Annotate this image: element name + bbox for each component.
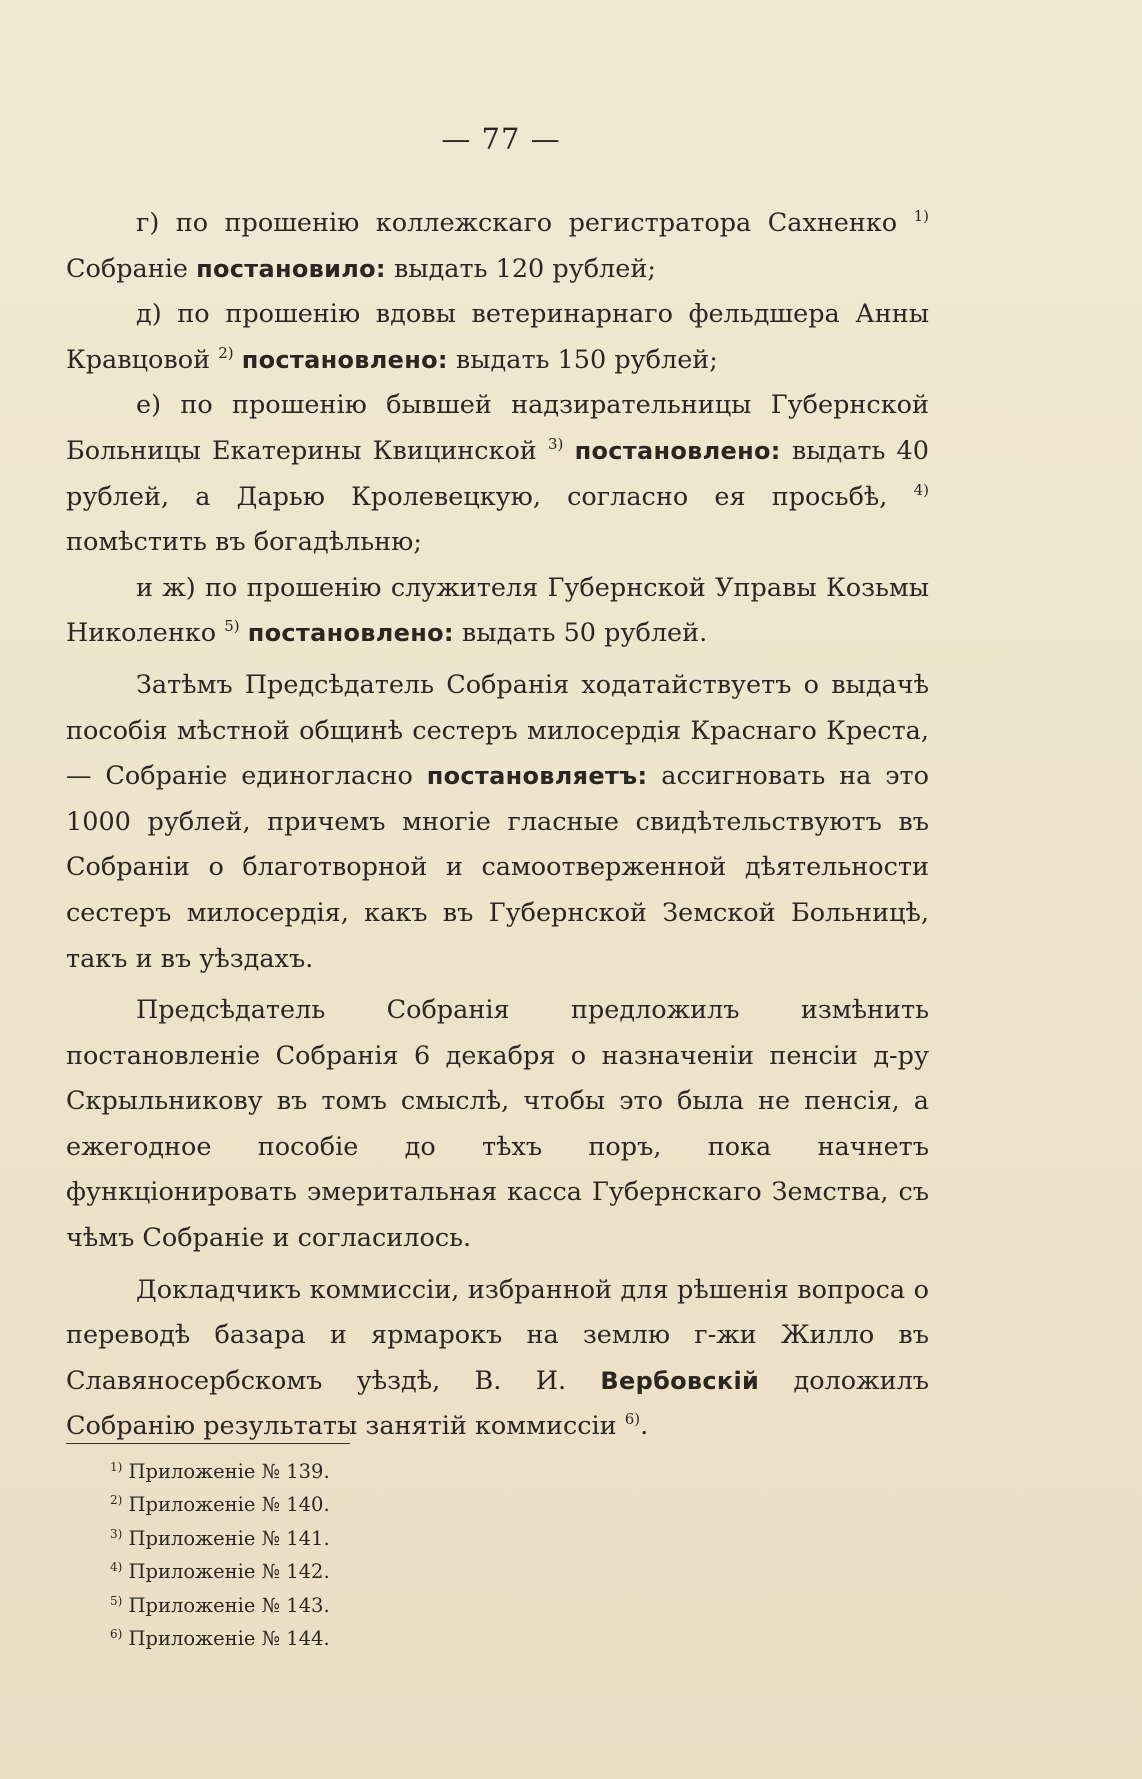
text-run: Докладчикъ коммиссіи, избранной для рѣшенія вопроса о переводѣ базара и ярмарокъ на землю г-жи Жилло въ Славяносербскомъ уѣздѣ, В. И. [66,1274,929,1396]
paragraph [66,1268,929,1450]
footnote-mark: 5) [110,1593,123,1608]
footnote-text: Приложеніе № 140. [122,1493,330,1517]
emphasized-term: постановило: [196,254,386,283]
footnote [110,1522,330,1555]
text-run: выдать 120 рублей; [385,253,656,284]
footnote-mark: 3) [110,1526,123,1541]
footnote-text: Приложеніе № 141. [122,1526,330,1550]
footnote-reference: 3) [547,434,564,453]
paragraph [66,201,929,292]
footnote-mark: 1) [110,1460,123,1474]
text-run [234,345,242,375]
paragraph [66,383,929,565]
paragraph [66,566,929,657]
footnote [110,1455,330,1488]
text-run: е) по прошенію бывшей надзирательницы Губернской Больницы Екатерины Квицинской [66,390,929,466]
text-run: ассигновать на это 1000 рублей, причемъ многіе гласные свидѣтельствуютъ въ Собраніи о благотворной и самоотверженной дѣятельности сестеръ милосердія, какъ въ Губернской Земской Больницѣ, такъ и въ уѣздахъ. [66,761,929,974]
text-run: г) по прошенію коллежскаго регистратора Сахненко [136,208,914,238]
footnote-text: Приложеніе № 143. [122,1593,330,1617]
footnote-reference: 2) [218,343,234,362]
footnote-divider [66,1443,350,1444]
text-run: Собраніе [66,253,197,284]
footnote-reference: 1) [913,207,929,225]
text-run: выдать 50 рублей. [453,618,708,649]
footnotes [110,1455,330,1655]
text-run: Предсѣдатель Собранія предложилъ измѣнить постановленіе Собранія 6 декабря о назначеніи пенсіи д-ру Скрыльникову въ томъ смыслѣ, чтобы это была не пенсія, а ежегодное пособіе до тѣхъ поръ, пока начнетъ функціонировать эмеритальная касса Губернскаго Земства, съ чѣмъ Собраніе и согласилось. [66,995,929,1254]
footnote-mark: 4) [110,1560,123,1575]
footnote-text: Приложеніе № 139. [122,1460,330,1483]
text-run: выдать 150 рублей; [447,344,718,375]
text-run: помѣстить въ богадѣльню; [66,527,422,558]
emphasized-term: постановлено: [574,436,781,465]
emphasized-term: Вербовскій [600,1366,760,1395]
paragraph [66,988,929,1262]
footnote-reference: 5) [224,617,240,636]
body-text [66,201,929,1450]
page-number: — 77 — [441,122,561,156]
text-run: доложилъ Собранію результаты занятій коммиссіи [66,1365,929,1442]
footnote-reference: 6) [624,1410,641,1429]
footnote [110,1589,330,1622]
paragraph [66,292,929,383]
footnote-text: Приложеніе № 142. [122,1560,330,1584]
paragraph [66,663,929,982]
footnote [110,1488,330,1521]
footnote [110,1555,330,1588]
footnote [110,1622,330,1655]
text-run [240,618,248,648]
footnote-mark: 6) [110,1627,123,1642]
text-run: . [640,1411,649,1442]
text-run: выдать 40 рублей, а Дарью Кролевецкую, согласно ея просьбѣ, [66,435,929,512]
emphasized-term: постановляетъ: [426,762,648,791]
text-run: и ж) по прошенію служителя Губернской Управы Козьмы Николенко [66,572,929,649]
footnote-mark: 2) [110,1493,123,1508]
emphasized-term: постановлено: [247,619,454,648]
text-run [563,436,574,466]
footnote-text: Приложеніе № 144. [122,1627,330,1651]
text-run: д) по прошенію вдовы ветеринарнаго фельдшера Анны Кравцовой [66,299,929,375]
text-run: Затѣмъ Предсѣдатель Собранія ходатайствуетъ о выдачѣ пособія мѣстной общинѣ сестеръ милосердія Краснаго Креста,— Собраніе единогласно [66,669,929,792]
emphasized-term: постановлено: [241,345,448,374]
footnote-reference: 4) [913,480,929,499]
